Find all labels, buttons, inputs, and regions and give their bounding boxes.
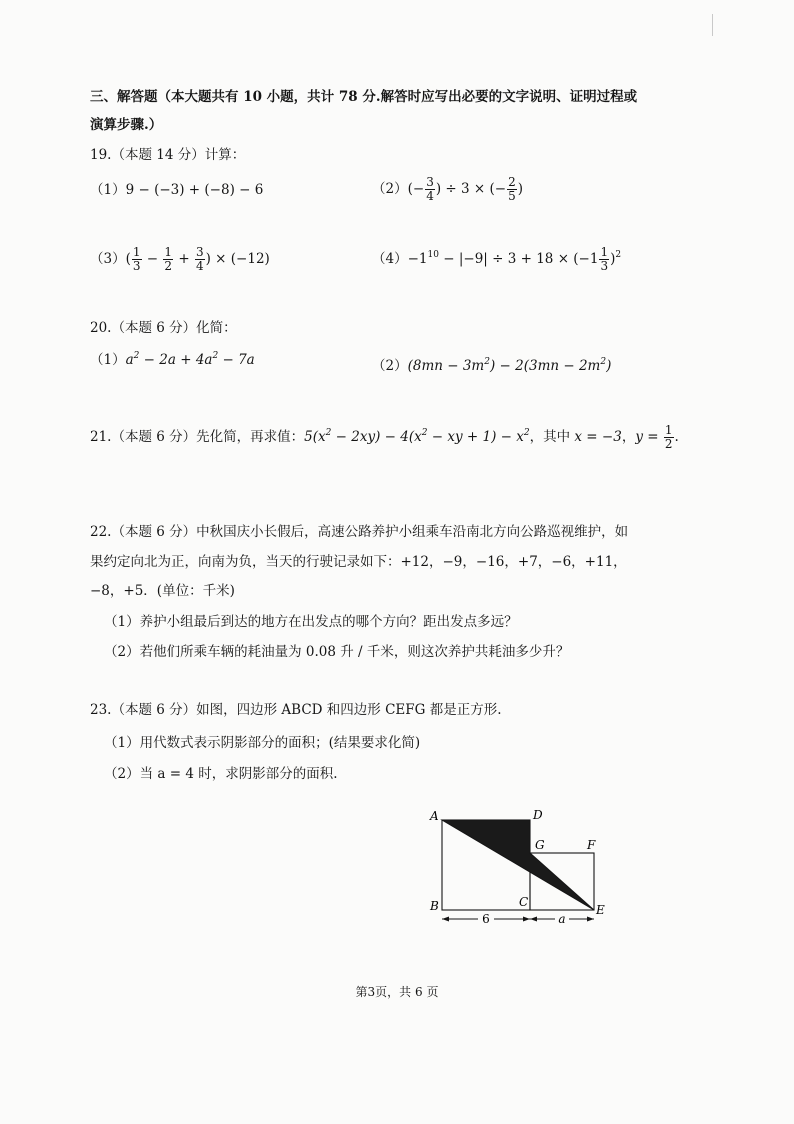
q19-p3-frac1 (132, 246, 142, 273)
q21-e3: 2 (523, 428, 530, 438)
q21-e2: 2 (421, 428, 428, 438)
q20-p2-a: (8mn − 3m (407, 358, 485, 374)
frac-num: 3 (195, 245, 204, 259)
q19-part4 (372, 246, 621, 273)
label-F: F (587, 838, 596, 852)
q21-y-frac (664, 424, 674, 451)
q21 (90, 424, 679, 451)
q21-yval: y = (635, 429, 663, 445)
q20-p2-c: ) (606, 358, 612, 374)
frac-den: 2 (164, 259, 173, 273)
q19-p3-close: ) × (−12) (205, 251, 270, 267)
q19-p3-frac2 (163, 246, 173, 273)
label-G: G (535, 838, 545, 852)
arrow-right-end (587, 917, 594, 922)
frac-den: 3 (600, 259, 609, 273)
q19-p2-mid: ) ÷ 3 × (− (435, 181, 507, 197)
dim-label-6: 6 (482, 912, 490, 926)
q21-end: . (674, 429, 679, 445)
q19-p2-open: (− (407, 181, 425, 197)
q21-mid: ，其中 (529, 429, 575, 445)
q20-part2 (372, 356, 611, 376)
scan-edge-right (712, 14, 713, 36)
q21-xval: x = −3 (574, 429, 622, 445)
label-B: B (430, 899, 439, 913)
q19-p4-b: − |−9| ÷ 3 + 18 × (−1 (438, 251, 599, 267)
label-A: A (430, 809, 439, 823)
q19-p3-op1: − (142, 251, 163, 267)
q19-part1 (90, 180, 263, 200)
q20-p2-b: ) − 2(3mn − 2m (489, 358, 601, 374)
frac-den: 4 (195, 259, 204, 273)
q19-p3-label: （3） (90, 251, 126, 267)
section-heading: 三、解答题（本大题共有 10 小题，共计 78 分.解答时应写出必要的文字说明、证明过程或 (90, 89, 638, 105)
q21-expr-b: − 2xy) − 4(x (331, 429, 422, 445)
q19-p2-close: ) (517, 181, 523, 197)
q19-p1-expr: 9 − (−3) + (−8) − 6 (125, 182, 264, 198)
q20-p1-a: a (125, 352, 134, 368)
q20-p1-b: − 2a + 4a (139, 352, 213, 368)
frac-num: 1 (132, 245, 141, 259)
q19-p4-label: （4） (372, 251, 408, 267)
q21-expr (304, 429, 529, 445)
q19-part2 (372, 176, 523, 203)
frac-den: 4 (426, 189, 434, 203)
q22-line2: 果约定向北为正，向南为负，当天的行驶记录如下：+12，−9，−16，+7，−6，+11， (90, 554, 627, 570)
q19-p3-frac3 (195, 246, 205, 273)
arrow-right-start (530, 917, 537, 922)
frac-num: 1 (164, 245, 173, 259)
q19-p4-c: ) (610, 251, 616, 267)
q19-p3-open: ( (125, 251, 131, 267)
frac-num: 2 (508, 175, 516, 189)
q19-p4-exp2: 2 (615, 250, 622, 260)
q20-p1-e1: 2 (133, 351, 140, 361)
q19-p4-frac (599, 246, 609, 273)
q19-title: 19.（本题 14 分）计算： (90, 147, 246, 163)
arrow-left-start (442, 917, 449, 922)
q19-p4-exp1: 10 (427, 250, 439, 260)
page-footer: 第3页，共 6 页 (355, 985, 439, 999)
q19-p2-frac1 (425, 176, 435, 203)
frac-den: 2 (664, 437, 673, 451)
q23-sub2: （2）当 a = 4 时，求阴影部分的面积. (104, 766, 338, 782)
q19-p2-frac2 (507, 176, 517, 203)
squares-figure (425, 805, 620, 940)
frac-num: 1 (600, 245, 609, 259)
q21-e1: 2 (325, 428, 332, 438)
q22-line3: −8，+5．(单位：千米) (90, 583, 235, 599)
frac-den: 3 (132, 259, 141, 273)
q20-part1 (90, 350, 255, 370)
q19-p1-label: （1） (90, 182, 126, 198)
dim-label-a: a (558, 912, 566, 926)
q19-p4-a: −1 (407, 251, 428, 267)
q22-sub2: （2）若他们所乘车辆的耗油量为 0.08 升 / 千米，则这次养护共耗油多少升？ (104, 644, 570, 660)
q19-part3 (90, 246, 270, 273)
q19-p2-label: （2） (372, 181, 408, 197)
label-C: C (519, 895, 529, 909)
label-D: D (533, 808, 543, 822)
q21-expr-c: − xy + 1) − x (427, 429, 524, 445)
q21-expr-a: 5(x (304, 429, 326, 445)
q20-p1-label: （1） (90, 352, 126, 368)
frac-den: 5 (508, 189, 516, 203)
section-heading-cont: 演算步骤.） (90, 117, 163, 133)
q23-sub1: （1）用代数式表示阴影部分的面积；(结果要求化简) (104, 735, 421, 751)
q20-p1-e2: 2 (212, 351, 219, 361)
frac-num: 1 (664, 423, 673, 437)
q19-p3-op2: + (174, 251, 194, 267)
q21-sep: ， (621, 429, 636, 445)
q20-p2-e1: 2 (484, 357, 490, 367)
q20-p2-label: （2） (372, 358, 408, 374)
q22-line1: 22.（本题 6 分）中秋国庆小长假后，高速公路养护小组乘车沿南北方向公路巡视维护，如 (90, 524, 629, 540)
shaded-region (442, 820, 594, 910)
q20-p1-c: − 7a (218, 352, 255, 368)
q20-p2-e2: 2 (600, 357, 607, 367)
arrow-left-end (523, 917, 530, 922)
frac-num: 3 (426, 175, 434, 189)
q21-lead: 21.（本题 6 分）先化简，再求值： (90, 429, 305, 445)
label-E: E (596, 903, 605, 917)
q23-line1: 23.（本题 6 分）如图，四边形 ABCD 和四边形 CEFG 都是正方形. (90, 702, 502, 718)
q20-title: 20.（本题 6 分）化简： (90, 320, 237, 336)
q22-sub1: （1）养护小组最后到达的地方在出发点的哪个方向？距出发点多远？ (104, 614, 518, 630)
